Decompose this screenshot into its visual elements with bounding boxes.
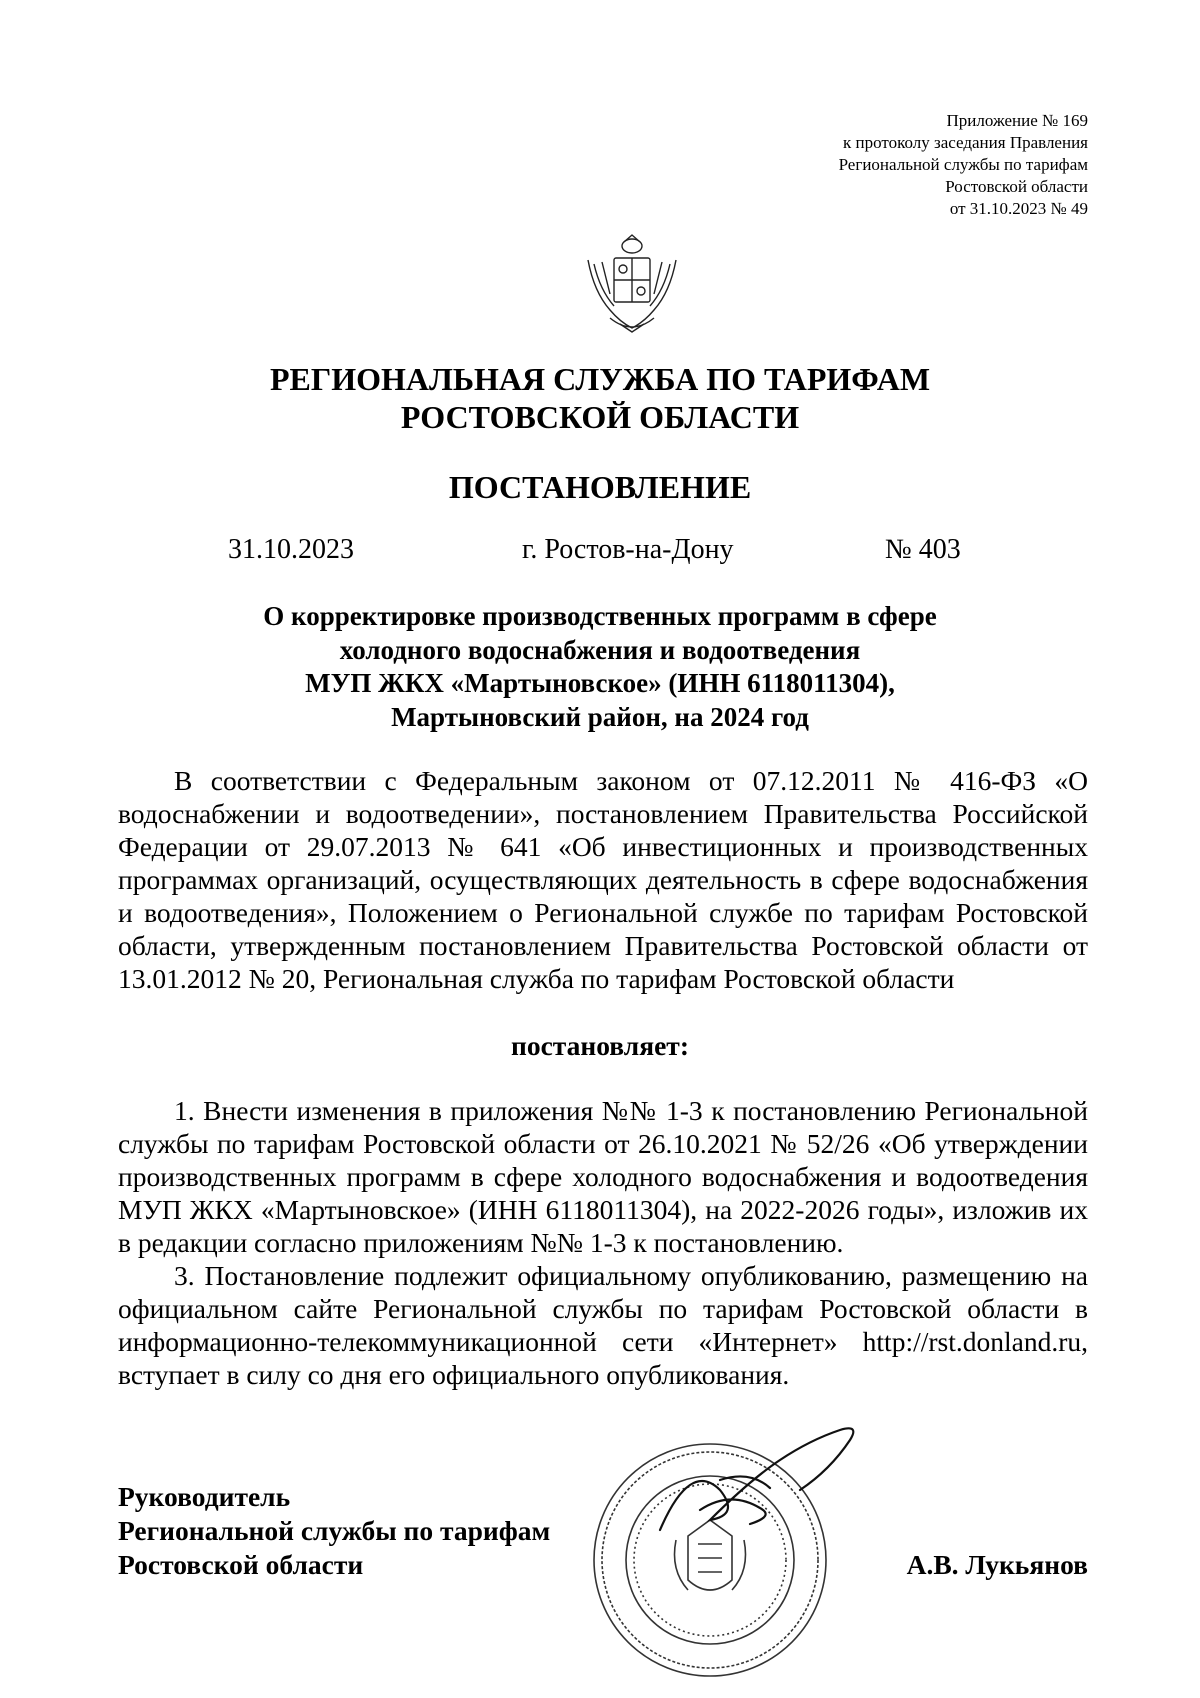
signatory-name: А.В. Лукьянов — [906, 1549, 1088, 1580]
signatory-position-line: Руководитель — [118, 1481, 291, 1512]
decree-items — [118, 1094, 1088, 1391]
document-date: 31.10.2023 — [228, 534, 354, 565]
appendix-line: к протоколу заседания Правления — [843, 133, 1088, 152]
subject-line: О корректировке производственных программ в сфере — [263, 601, 937, 631]
document-subject — [0, 600, 1200, 734]
organization-title-line: РЕГИОНАЛЬНАЯ СЛУЖБА ПО ТАРИФАМ — [269, 361, 931, 397]
subject-line: холодного водоснабжения и водоотведения — [339, 634, 861, 665]
appendix-line: от 31.10.2023 № 49 — [949, 199, 1088, 218]
signatory-position — [118, 1480, 550, 1582]
appendix-line: Региональной службы по тарифам — [838, 155, 1088, 174]
document-type: ПОСТАНОВЛЕНИЕ — [448, 469, 752, 505]
appendix-note — [839, 110, 1088, 220]
decree-item-1: 1. Внести изменения в приложения №№ 1-3 к постановлению Региональной службы по тарифам Ростовской области от 26.10.2021 № 52/26 «Об утверждении производственных программ в сфере холодного водоснабжения и водоотведения МУП ЖКХ «Мартыновское» (ИНН 6118011304), на 2022-2026 годы», изложив их в редакции согласно приложениям №№ 1-3 к постановлению. — [118, 1095, 1088, 1258]
document-city: г. Ростов-на-Дону — [522, 534, 734, 565]
appendix-line: Приложение № 169 — [946, 111, 1088, 130]
decree-item-3: 3. Постановление подлежит официальному опубликованию, размещению на официальном сайте Региональной службы по тарифам Ростовской области в информационно-телекоммуникационной сети «Интернет» http://rst.donland.ru, вступает в силу со дня его официального опубликования. — [118, 1260, 1088, 1390]
appendix-line: Ростовской области — [945, 177, 1088, 196]
organization-title — [0, 360, 1200, 436]
signatory-position-line: Региональной службы по тарифам — [118, 1515, 551, 1546]
intro-paragraph-block — [118, 764, 1088, 995]
decree-word: постановляет: — [511, 1030, 689, 1061]
coat-of-arms-icon — [580, 232, 684, 338]
signatory-position-line: Ростовской области — [118, 1549, 364, 1580]
handwritten-signature-icon — [600, 1420, 890, 1570]
intro-paragraph: В соответствии с Федеральным законом от 07.12.2011 № 416-ФЗ «О водоснабжении и водоотведении», постановлением Правительства Российской Федерации от 29.07.2013 № 641 «Об инвестиционных и производственных программах организаций, осуществляющих деятельность в сфере водоснабжения и водоотведения», Положением о Региональной службе по тарифам Ростовской области, утвержденным постановлением Правительства Ростовской области от 13.01.2012 № 20, Региональная служба по тарифам Ростовской области — [118, 765, 1088, 994]
subject-line: МУП ЖКХ «Мартыновское» (ИНН 6118011304), — [305, 668, 895, 698]
subject-line: Мартыновский район, на 2024 год — [391, 701, 809, 732]
document-number: № 403 — [885, 534, 961, 565]
organization-title-line: РОСТОВСКОЙ ОБЛАСТИ — [400, 399, 800, 435]
